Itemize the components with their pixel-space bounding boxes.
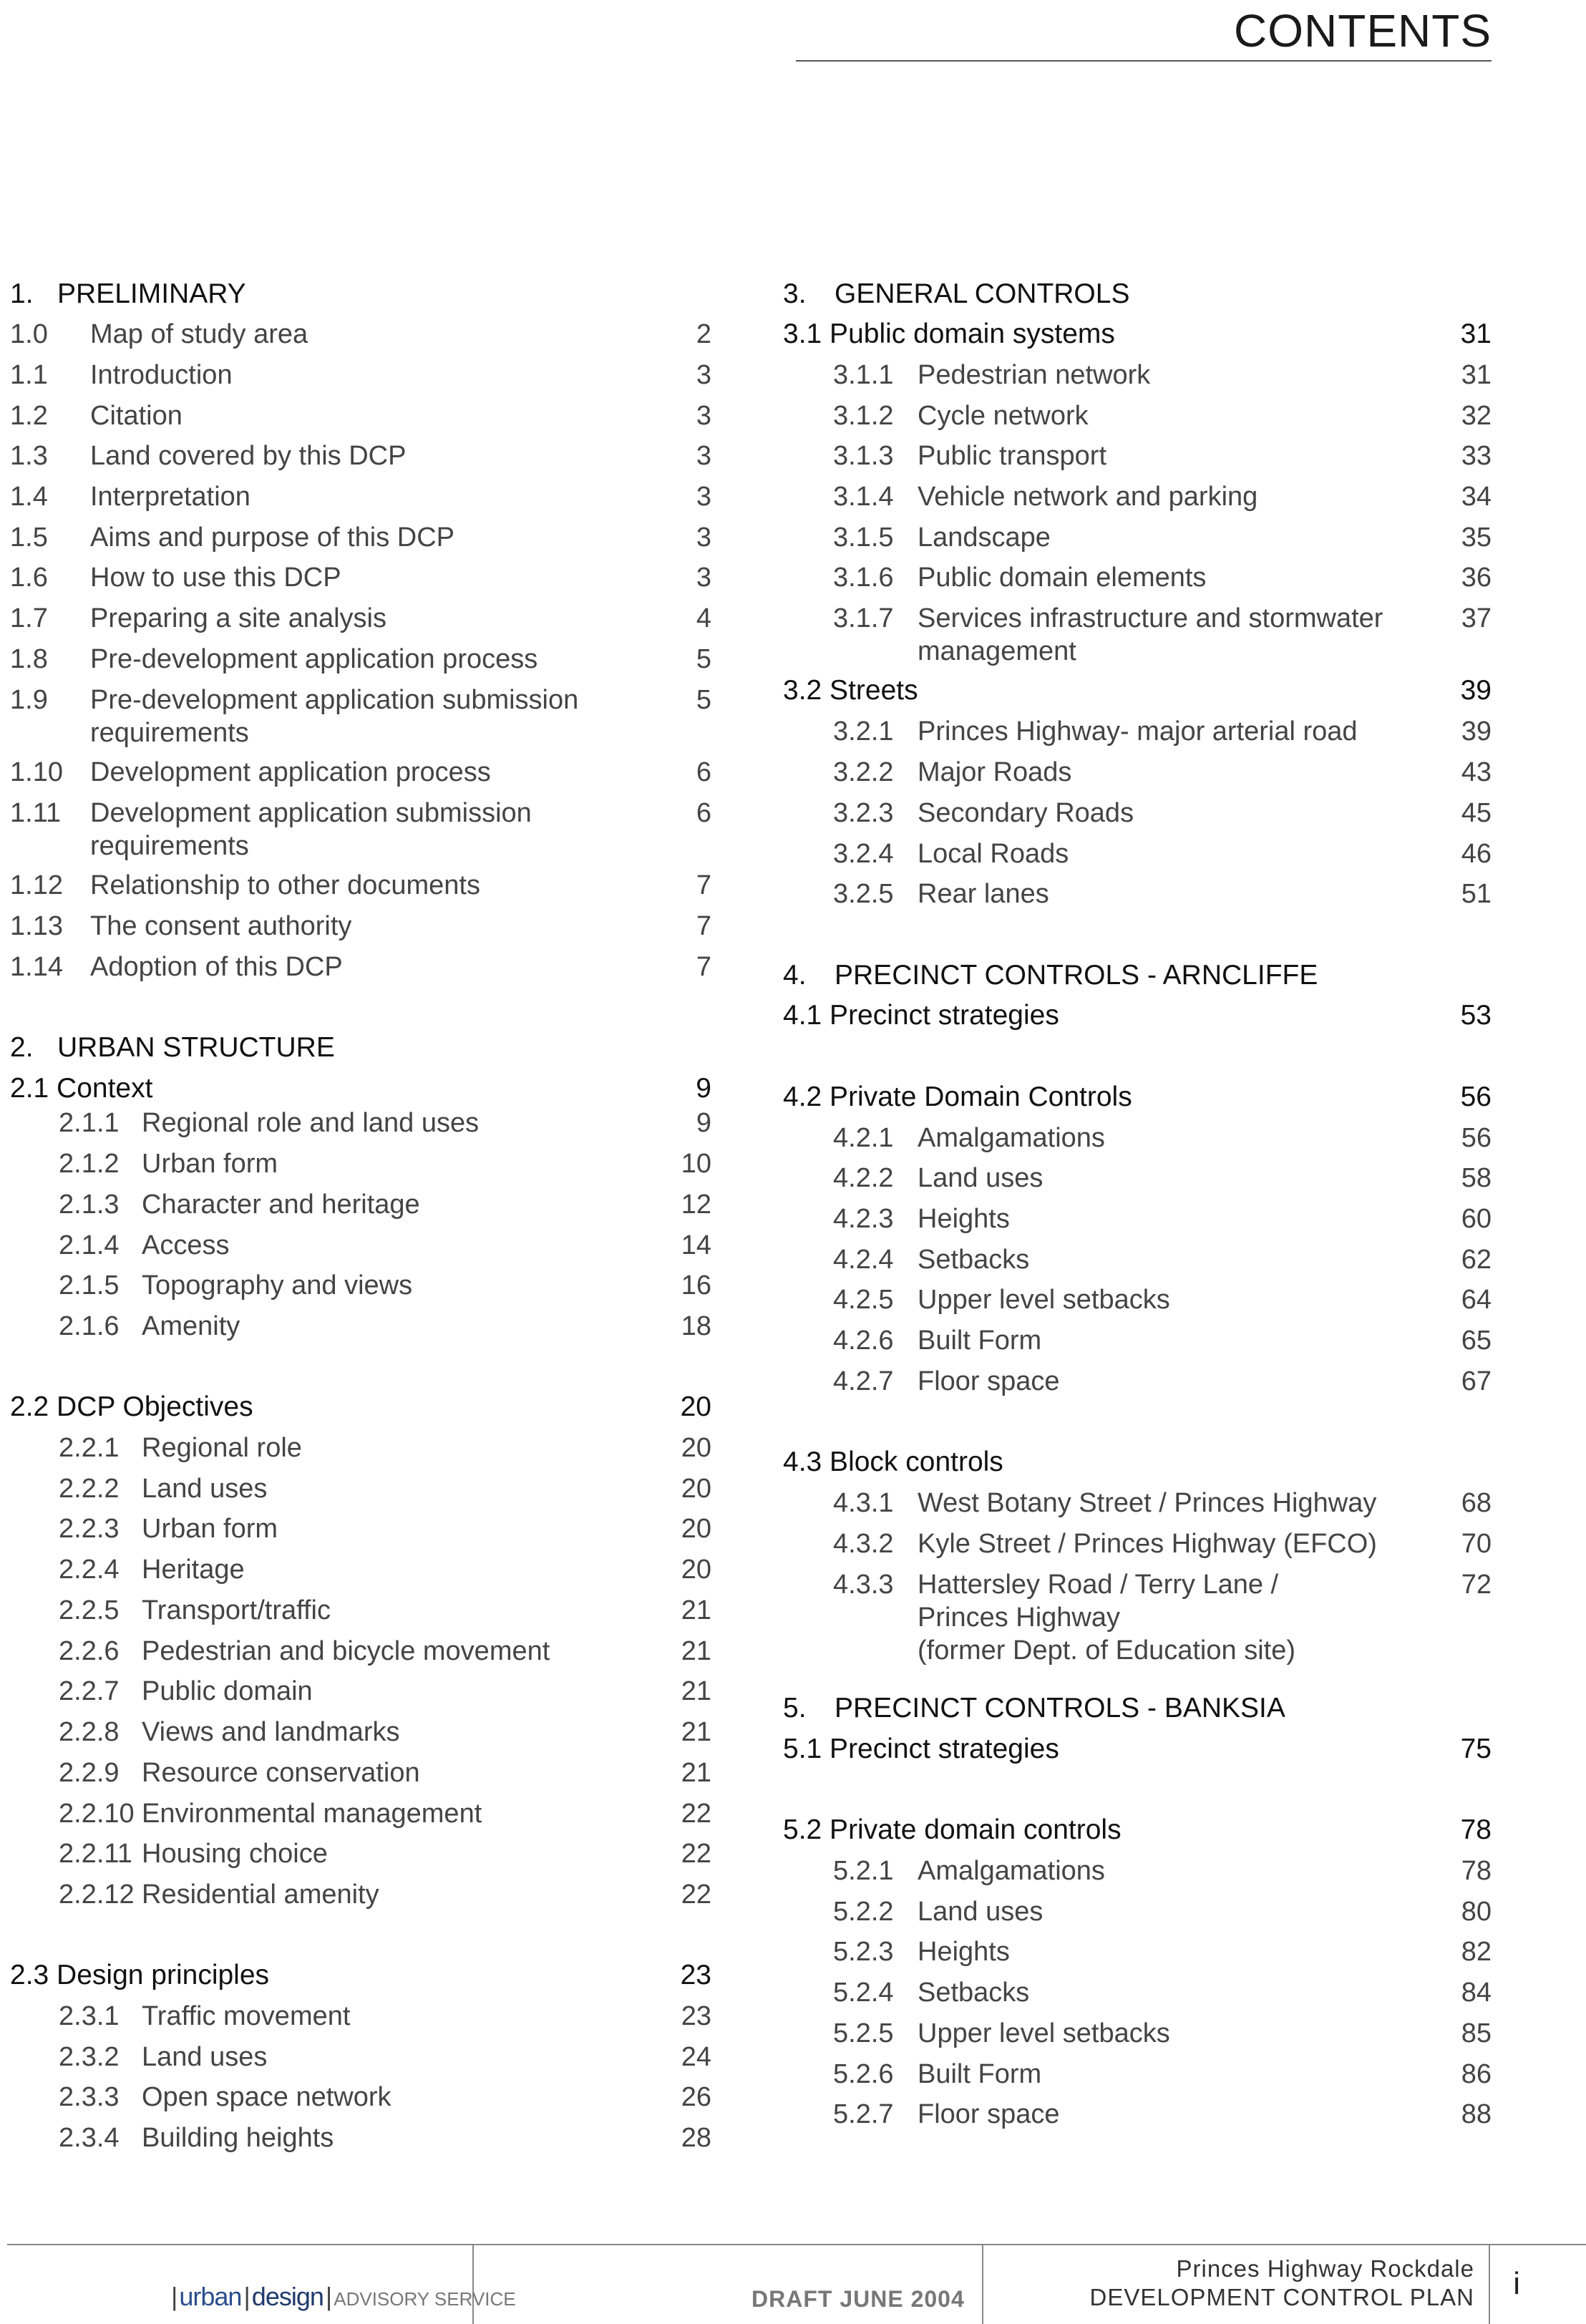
toc-entry-number: 2.1.1 [59,1108,120,1138]
toc-entry-page: 2 [696,319,711,349]
toc-entry-number: 3.1.4 [833,482,894,512]
toc-entry-number: 1.10 [10,757,63,787]
toc-entry-title: West Botany Street / Princes Highway [918,1488,1377,1518]
toc-entry-page: 35 [1461,522,1492,553]
toc-entry-title: Building heights [142,2123,334,2153]
toc-entry-title: Secondary Roads [918,798,1134,828]
toc-entry-number: 5.2.5 [833,2018,894,2048]
toc-entry-title: Topography and views [142,1270,413,1300]
toc-entry-title: 3.2 Streets [783,675,918,706]
toc-entry-page: 45 [1461,798,1492,828]
toc-entry-number: 1. [10,278,34,309]
toc-entry-page: 43 [1461,757,1492,787]
toc-entry-number: 2.1.5 [59,1270,120,1300]
toc-entry-page: 9 [696,1108,711,1138]
toc-entry-page: 75 [1460,1734,1492,1764]
toc-entry-page: 68 [1461,1488,1492,1518]
plan-name: Princes Highway Rockdale DEVELOPMENT CONTROL PLAN [1089,2255,1474,2310]
toc-entry-number: 3.2.2 [833,757,894,787]
toc-entry-page: 46 [1461,839,1492,869]
toc-entry-title: Traffic movement [142,2001,351,2031]
toc-entry-page: 33 [1461,441,1492,471]
toc-entry-number: 2.3.4 [59,2123,120,2153]
toc-entry-title: 4.1 Precinct strategies [783,1000,1059,1031]
toc-entry-page: 20 [681,1514,711,1544]
toc-entry-number: 5. [783,1693,807,1723]
draft-date: DRAFT JUNE 2004 [751,2286,965,2312]
toc-entry-number: 2.2.1 [59,1433,120,1463]
toc-entry-page: 28 [681,2123,711,2153]
toc-entry-title: Land uses [918,1163,1043,1193]
toc-entry-title: Land covered by this DCP [90,441,407,471]
toc-entry-number: 3.1.5 [833,522,894,553]
toc-entry-title: Setbacks [918,1978,1030,2008]
toc-entry-number: 1.2 [10,401,48,431]
toc-entry-page: 4 [696,603,711,633]
toc-entry-number: 3.2.4 [833,839,894,869]
toc-entry-number: 5.2.6 [833,2059,894,2089]
toc-entry-page: 18 [681,1311,711,1341]
toc-entry-number: 2.2.9 [59,1758,120,1788]
toc-entry-page: 34 [1461,482,1492,512]
toc-entry-title: Amenity [142,1311,240,1341]
toc-entry-title: Map of study area [90,319,308,349]
toc-entry-number: 1.5 [10,522,48,553]
toc-entry-number: 2.1.3 [59,1190,120,1220]
toc-entry-page: 5 [696,644,711,674]
toc-entry-page: 80 [1461,1897,1492,1927]
toc-entry-title: 5.2 Private domain controls [783,1814,1122,1845]
toc-entry-title: 2.2 DCP Objectives [10,1391,253,1422]
toc-entry-title: Heights [918,1937,1010,1967]
toc-entry-page: 3 [696,360,711,390]
toc-entry-page: 3 [696,522,711,553]
toc-entry-number: 2.2.6 [59,1636,120,1666]
toc-entry-title: Environmental management [142,1799,482,1829]
toc-entry-number: 1.6 [10,563,48,593]
toc-entry-title: Residential amenity [142,1880,379,1910]
toc-entry-number: 1.7 [10,603,48,633]
toc-entry-number: 3.2.5 [833,879,894,909]
page-title: CONTENTS [1234,5,1492,57]
toc-entry-page: 31 [1461,360,1492,390]
toc-entry-number: 4.2.6 [833,1326,894,1356]
toc-entry-number: 5.2.3 [833,1937,894,1967]
toc-entry-number: 2.1.6 [59,1311,120,1341]
toc-entry-title: 4.3 Block controls [783,1447,1003,1477]
toc-entry-page: 7 [696,952,711,982]
toc-entry-page: 32 [1461,401,1492,431]
toc-entry-number: 2.2.3 [59,1514,120,1544]
toc-entry-title: Aims and purpose of this DCP [90,522,455,553]
urban-design-logo: |urban|design| ADVISORY SERVICE [171,2282,516,2311]
toc-entry-title: Services infrastructure and stormwater management [918,603,1383,666]
toc-entry-number: 4.3.2 [833,1529,894,1559]
toc-entry-title: Floor space [918,2099,1060,2129]
toc-entry-title: Amalgamations [918,1856,1105,1886]
toc-entry-title: Floor space [918,1366,1060,1396]
toc-entry-number: 1.3 [10,441,48,471]
toc-entry-number: 2.3.2 [59,2042,120,2072]
toc-entry-title: Princes Highway- major arterial road [918,716,1358,747]
toc-entry-page: 21 [681,1636,711,1666]
toc-entry-title: Major Roads [918,757,1072,787]
toc-entry-number: 2.2.11 [59,1839,132,1869]
toc-entry-page: 23 [681,2001,711,2031]
toc-entry-title: GENERAL CONTROLS [835,278,1130,309]
toc-entry-title: Development application submission requirements [90,798,532,861]
toc-entry-title: Hattersley Road / Terry Lane / Princes Highway (former Dept. of Education site) [918,1570,1295,1666]
toc-entry-number: 1.13 [10,911,63,941]
toc-entry-title: Heritage [142,1555,245,1585]
toc-entry-page: 26 [681,2082,711,2112]
toc-entry-title: Pedestrian network [918,360,1151,390]
toc-entry-number: 2.1.4 [59,1230,120,1260]
toc-entry-number: 4.2.1 [833,1123,894,1153]
footer-separator-2 [982,2245,983,2324]
toc-entry-number: 1.9 [10,685,48,715]
toc-entry-title: Rear lanes [918,879,1049,909]
toc-entry-page: 67 [1461,1366,1492,1396]
toc-entry-title: Regional role [142,1433,302,1463]
toc-entry-page: 58 [1461,1163,1492,1193]
toc-entry-title: Resource conservation [142,1758,420,1788]
toc-entry-number: 2.2.5 [59,1595,120,1625]
toc-entry-title: Vehicle network and parking [918,482,1258,512]
toc-entry-title: Setbacks [918,1245,1030,1275]
toc-entry-page: 84 [1461,1978,1492,2008]
toc-entry-page: 36 [1461,563,1492,593]
toc-entry-page: 21 [681,1595,711,1625]
toc-entry-number: 3.2.1 [833,716,894,747]
toc-entry-page: 65 [1461,1326,1492,1356]
toc-entry-number: 4.3.1 [833,1488,894,1518]
toc-entry-page: 21 [681,1676,711,1706]
toc-entry-number: 3. [783,278,807,309]
toc-entry-number: 2.2.4 [59,1555,120,1585]
toc-entry-page: 64 [1461,1285,1492,1315]
toc-entry-number: 4. [783,960,807,991]
toc-entry-title: Landscape [918,522,1051,553]
toc-entry-number: 4.2.5 [833,1285,894,1315]
toc-entry-page: 24 [681,2042,711,2072]
toc-entry-page: 3 [696,441,711,471]
toc-entry-number: 1.1 [10,360,48,390]
toc-entry-page: 7 [696,911,711,941]
toc-entry-title: Cycle network [918,401,1089,431]
toc-entry-page: 12 [681,1190,711,1220]
toc-entry-page: 3 [696,401,711,431]
toc-entry-title: Public domain [142,1676,313,1706]
toc-entry-title: Public domain elements [918,563,1207,593]
toc-entry-title: Heights [918,1204,1010,1234]
toc-entry-number: 2. [10,1032,34,1063]
toc-entry-number: 1.8 [10,644,48,674]
toc-entry-page: 22 [681,1880,711,1910]
toc-entry-number: 4.2.2 [833,1163,894,1193]
toc-entry-number: 4.2.4 [833,1245,894,1275]
toc-entry-page: 78 [1460,1814,1492,1845]
toc-entry-title: 2.1 Context [10,1073,153,1104]
toc-entry-number: 2.2.12 [59,1880,135,1910]
toc-entry-number: 5.2.2 [833,1897,894,1927]
toc-entry-page: 9 [696,1073,711,1104]
toc-entry-title: Upper level setbacks [918,2018,1170,2048]
toc-entry-number: 1.14 [10,952,63,982]
page-number: i [1513,2266,1520,2301]
toc-entry-title: 2.3 Design principles [10,1960,270,1990]
toc-entry-number: 1.0 [10,319,48,349]
toc-entry-title: The consent authority [90,911,352,941]
toc-entry-number: 3.1.3 [833,441,894,471]
toc-entry-title: How to use this DCP [90,563,341,593]
toc-entry-title: Interpretation [90,482,250,512]
toc-entry-page: 3 [696,563,711,593]
toc-entry-title: Amalgamations [918,1123,1105,1153]
toc-entry-page: 20 [681,1555,711,1585]
toc-entry-number: 2.3.3 [59,2082,120,2112]
toc-entry-page: 72 [1461,1570,1492,1600]
toc-entry-number: 2.2.10 [59,1799,135,1829]
toc-entry-title: Built Form [918,2059,1042,2089]
toc-entry-title: PRECINCT CONTROLS - BANKSIA [835,1693,1285,1723]
toc-entry-page: 56 [1461,1123,1492,1153]
toc-entry-number: 3.1.1 [833,360,894,390]
toc-entry-number: 2.1.2 [59,1149,120,1179]
toc-entry-number: 3.1.6 [833,563,894,593]
toc-entry-number: 3.1.7 [833,603,894,633]
toc-entry-number: 2.2.8 [59,1717,120,1747]
toc-entry-title: URBAN STRUCTURE [57,1032,335,1063]
toc-entry-page: 86 [1461,2059,1492,2089]
toc-entry-title: 3.1 Public domain systems [783,319,1115,349]
toc-entry-title: Kyle Street / Princes Highway (EFCO) [918,1529,1377,1559]
footer-separator-3 [1489,2245,1490,2324]
toc-entry-page: 22 [681,1799,711,1829]
toc-entry-title: 5.1 Precinct strategies [783,1734,1059,1764]
toc-entry-title: Access [142,1230,230,1260]
toc-entry-title: Land uses [142,2042,268,2072]
toc-entry-number: 2.3.1 [59,2001,120,2031]
toc-entry-title: Land uses [918,1897,1043,1927]
toc-entry-number: 3.1.2 [833,401,894,431]
toc-entry-page: 78 [1461,1856,1492,1886]
toc-entry-number: 5.2.4 [833,1978,894,2008]
toc-entry-number: 4.3.3 [833,1570,894,1600]
toc-entry-number: 2.2.7 [59,1676,120,1706]
toc-entry-number: 1.4 [10,482,48,512]
toc-entry-title: Urban form [142,1514,278,1544]
toc-entry-page: 16 [681,1270,711,1300]
toc-entry-page: 53 [1460,1000,1492,1031]
toc-entry-number: 1.12 [10,870,63,900]
toc-entry-page: 51 [1461,879,1492,909]
title-divider [796,60,1492,62]
toc-entry-number: 3.2.3 [833,798,894,828]
toc-entry-title: Regional role and land uses [142,1108,480,1138]
toc-entry-page: 6 [696,798,711,828]
toc-entry-title: Introduction [90,360,233,390]
toc-entry-title: Preparing a site analysis [90,603,386,633]
toc-entry-page: 7 [696,870,711,900]
toc-entry-page: 5 [696,685,711,715]
toc-entry-title: PRELIMINARY [57,278,246,309]
toc-entry-page: 82 [1461,1937,1492,1967]
toc-entry-number: 4.2.7 [833,1366,894,1396]
toc-entry-page: 6 [696,757,711,787]
toc-entry-page: 70 [1461,1529,1492,1559]
toc-entry-title: Open space network [142,2082,391,2112]
toc-entry-page: 3 [696,482,711,512]
toc-entry-number: 4.2.3 [833,1204,894,1234]
toc-entry-title: 4.2 Private Domain Controls [783,1081,1132,1112]
toc-entry-page: 62 [1461,1245,1492,1275]
toc-entry-title: Adoption of this DCP [90,952,343,982]
toc-entry-page: 21 [681,1758,711,1788]
toc-entry-title: Pre-development application process [90,644,538,674]
toc-entry-page: 60 [1461,1204,1492,1234]
toc-entry-title: Development application process [90,757,491,787]
toc-entry-title: Land uses [142,1474,268,1504]
toc-entry-page: 20 [680,1391,711,1422]
toc-entry-title: Views and landmarks [142,1717,400,1747]
toc-entry-title: Upper level setbacks [918,1285,1170,1315]
toc-entry-page: 31 [1460,319,1492,349]
toc-entry-title: Pre-development application submission requirements [90,685,579,748]
toc-entry-page: 23 [680,1960,711,1990]
toc-entry-title: Housing choice [142,1839,328,1869]
toc-entry-page: 20 [681,1433,711,1463]
toc-entry-title: Citation [90,401,183,431]
toc-entry-title: Character and heritage [142,1190,420,1220]
toc-entry-title: PRECINCT CONTROLS - ARNCLIFFE [835,960,1318,991]
toc-entry-title: Relationship to other documents [90,870,480,900]
toc-entry-page: 39 [1460,675,1492,706]
toc-entry-page: 21 [681,1717,711,1747]
toc-entry-number: 5.2.1 [833,1856,894,1886]
toc-entry-page: 85 [1461,2018,1492,2048]
toc-entry-title: Pedestrian and bicycle movement [142,1636,550,1666]
footer-divider [7,2244,1586,2245]
toc-entry-page: 88 [1461,2099,1492,2129]
toc-entry-page: 20 [681,1474,711,1504]
toc-entry-title: Public transport [918,441,1107,471]
toc-entry-number: 2.2.2 [59,1474,120,1504]
toc-entry-title: Built Form [918,1326,1042,1356]
toc-entry-title: Transport/traffic [142,1595,331,1625]
toc-entry-number: 5.2.7 [833,2099,894,2129]
toc-entry-page: 37 [1461,603,1492,633]
toc-entry-page: 14 [681,1230,711,1260]
toc-entry-title: Urban form [142,1149,278,1179]
toc-entry-number: 1.11 [10,798,62,828]
toc-entry-title: Local Roads [918,839,1069,869]
toc-entry-page: 56 [1460,1081,1492,1112]
toc-entry-page: 39 [1461,716,1492,747]
toc-entry-page: 22 [681,1839,711,1869]
toc-entry-page: 10 [681,1149,711,1179]
